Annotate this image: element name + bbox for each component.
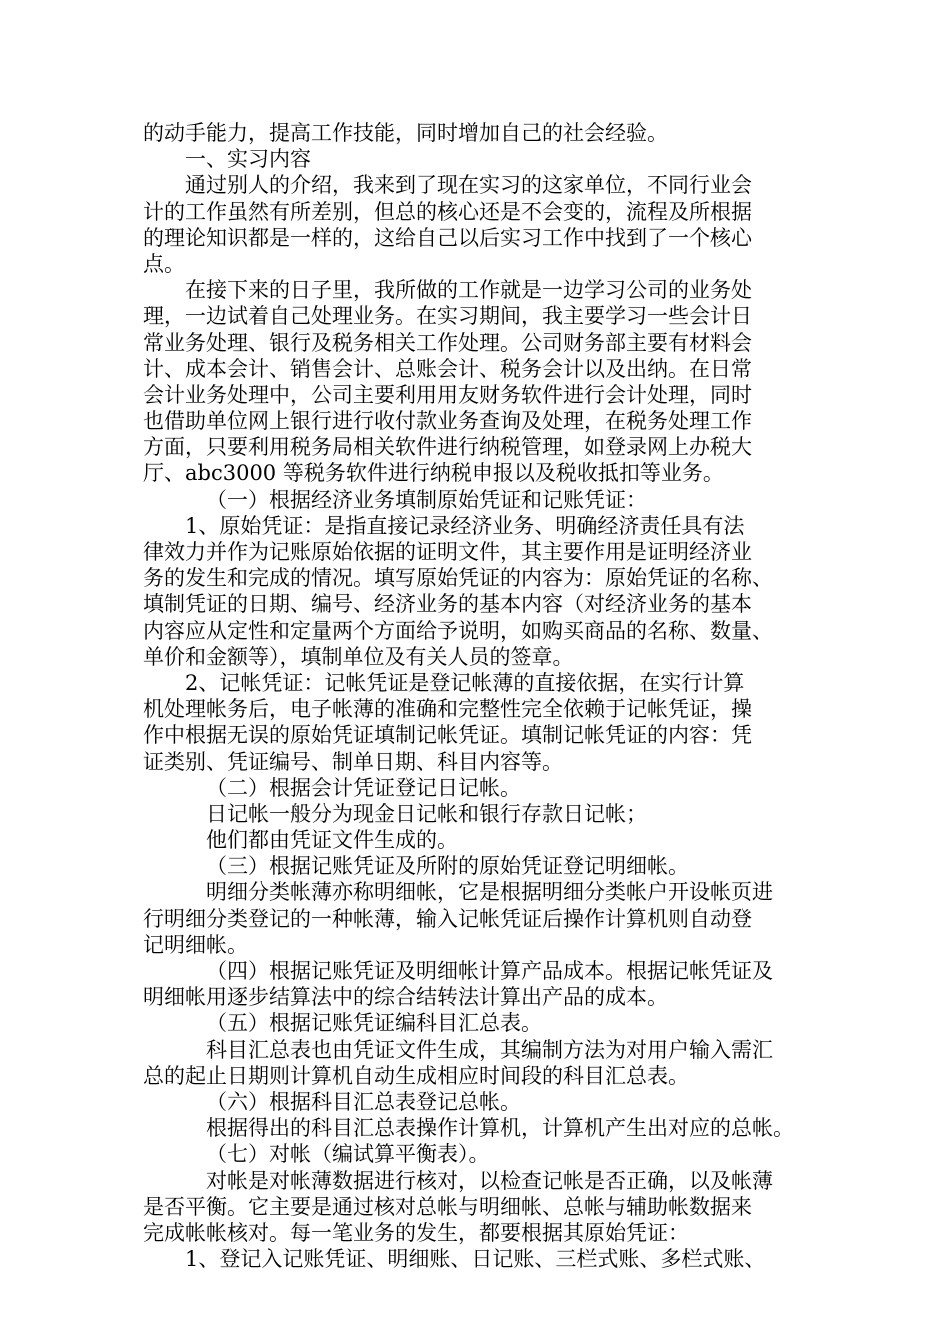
text-line: 1、登记入记账凭证、明细账、日记账、三栏式账、多栏式账、 [185, 1247, 766, 1272]
text-line: 2、记帐凭证：记帐凭证是登记帐薄的直接依据，在实行计算 [185, 670, 745, 695]
text-line: 计、成本会计、销售会计、总账会计、税务会计以及出纳。在日常 [143, 356, 752, 381]
text-line: 证类别、凭证编号、制单日期、科目内容等。 [143, 749, 563, 774]
text-line: 科目汇总表也由凭证文件生成，其编制方法为对用户输入需汇 [206, 1037, 773, 1062]
text-line: 厅、abc3000 等税务软件进行纳税申报以及税收抵扣等业务。 [143, 461, 724, 486]
document-body [143, 120, 815, 1272]
subsection-heading: （二）根据会计凭证登记日记帐。 [206, 775, 521, 800]
subsection-heading: （五）根据记账凭证编科目汇总表。 [206, 1011, 542, 1036]
text-line: 对帐是对帐薄数据进行核对，以检查记帐是否正确，以及帐薄 [206, 1168, 773, 1193]
text-line: 1、原始凭证：是指直接记录经济业务、明确经济责任具有法 [185, 513, 745, 538]
subsection-heading: （六）根据科目汇总表登记总帐。 [206, 1089, 521, 1114]
text-line: 通过别人的介绍，我来到了现在实习的这家单位，不同行业会 [185, 173, 752, 198]
text-line: 完成帐帐核对。每一笔业务的发生，都要根据其原始凭证： [143, 1220, 689, 1245]
text-line: 明细分类帐薄亦称明细帐，它是根据明细分类帐户开设帐页进 [206, 880, 773, 905]
text-line: 根据得出的科目汇总表操作计算机，计算机产生出对应的总帐。 [206, 1116, 794, 1141]
text-line: 作中根据无误的原始凭证填制记帐凭证。填制记帐凭证的内容：凭 [143, 723, 752, 748]
subsection-heading: （七）对帐（编试算平衡表）。 [206, 1142, 490, 1167]
text-line: 理，一边试着自己处理业务。在实习期间，我主要学习一些会计日 [143, 304, 752, 329]
text-line: 也借助单位网上银行进行收付款业务查询及处理，在税务处理工作 [143, 409, 752, 434]
text-line: 会计业务处理中，公司主要利用用友财务软件进行会计处理，同时 [143, 382, 752, 407]
text-line: 日记帐一般分为现金日记帐和银行存款日记帐； [206, 801, 647, 826]
text-line: 常业务处理、银行及税务相关工作处理。公司财务部主要有材料会 [143, 330, 752, 355]
text-line: 在接下来的日子里，我所做的工作就是一边学习公司的业务处 [185, 278, 752, 303]
text-line: 明细帐用逐步结算法中的综合结转法计算出产品的成本。 [143, 985, 668, 1010]
text-line: 行明细分类登记的一种帐薄，输入记帐凭证后操作计算机则自动登 [143, 906, 752, 931]
text-line: 记明细帐。 [143, 932, 248, 957]
text-line: 单价和金额等），填制单位及有关人员的签章。 [143, 644, 574, 669]
text-line: 方面，只要利用税务局相关软件进行纳税管理，如登录网上办税大 [143, 435, 752, 460]
text-line: 律效力并作为记账原始依据的证明文件，其主要作用是证明经济业 [143, 540, 752, 564]
subsection-heading: （四）根据记账凭证及明细帐计算产品成本。根据记帐凭证及 [206, 959, 773, 983]
text-line: 他们都由凭证文件生成的。 [206, 828, 458, 853]
text-line: 填制凭证的日期、编号、经济业务的基本内容（对经济业务的基本 [143, 592, 752, 617]
subsection-heading: （三）根据记账凭证及所附的原始凭证登记明细帐。 [206, 854, 689, 879]
text-line: 是否平衡。它主要是通过核对总帐与明细帐、总帐与辅助帐数据来 [143, 1194, 752, 1219]
text-line: 总的起止日期则计算机自动生成相应时间段的科目汇总表。 [143, 1063, 689, 1088]
text-line: 务的发生和完成的情况。填写原始凭证的内容为：原始凭证的名称、 [143, 566, 773, 591]
text-line: 内容应从定性和定量两个方面给予说明，如购买商品的名称、数量、 [143, 618, 773, 643]
text-line: 计的工作虽然有所差别，但总的核心还是不会变的，流程及所根据 [143, 199, 752, 224]
text-line: 的动手能力，提高工作技能，同时增加自己的社会经验。 [143, 121, 668, 145]
text-line: 的理论知识都是一样的，这给自己以后实习工作中找到了一个核心 [143, 225, 752, 250]
text-line: 点。 [143, 251, 185, 276]
subsection-heading: （一）根据经济业务填制原始凭证和记账凭证： [206, 487, 647, 512]
section-heading: 一、实习内容 [185, 147, 311, 172]
text-line: 机处理帐务后，电子帐薄的准确和完整性完全依赖于记帐凭证，操 [143, 697, 752, 722]
